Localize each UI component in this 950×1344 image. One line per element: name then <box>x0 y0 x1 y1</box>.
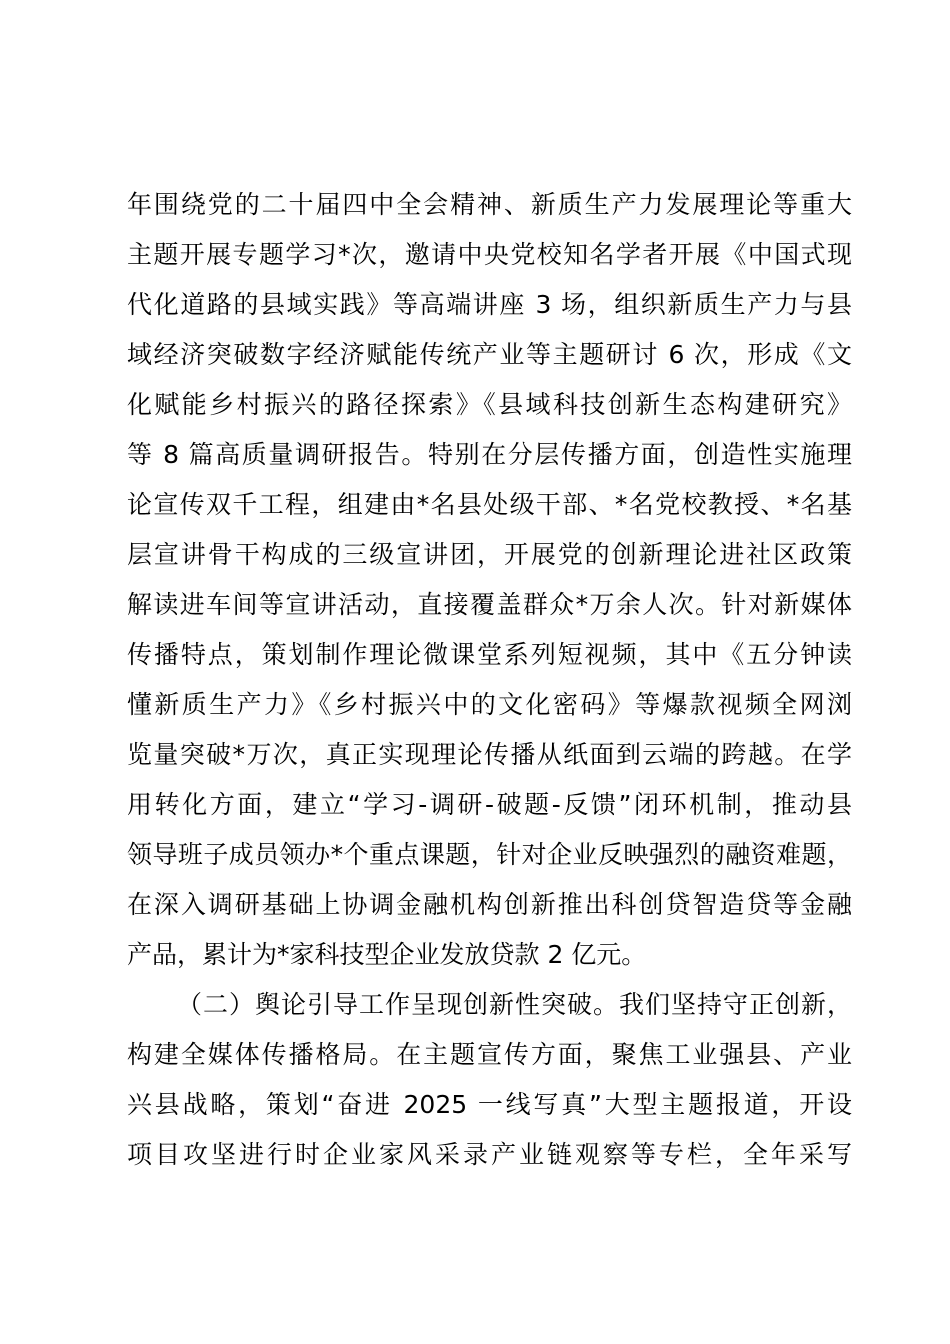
paragraph-line: 兴县战略，策划“奋进 2025 一线写真”大型主题报道，开设 <box>127 1090 852 1119</box>
paragraph-line: 览量突破*万次，真正实现理论传播从纸面到云端的跨越。在学 <box>127 740 852 769</box>
paragraph-line: 层宣讲骨干构成的三级宣讲团，开展党的创新理论进社区政策 <box>127 540 852 569</box>
paragraph-line: 解读进车间等宣讲活动，直接覆盖群众*万余人次。针对新媒体 <box>127 590 852 619</box>
paragraph-line: 用转化方面，建立“学习-调研-破题-反馈”闭环机制，推动县 <box>127 790 852 819</box>
paragraph-line: 产品，累计为*家科技型企业发放贷款 2 亿元。 <box>127 940 647 969</box>
paragraph-line: 论宣传双千工程，组建由*名县处级干部、*名党校教授、*名基 <box>127 490 852 519</box>
paragraph-line: 等 8 篇高质量调研报告。特别在分层传播方面，创造性实施理 <box>127 440 852 469</box>
paragraph-line: 懂新质生产力》《乡村振兴中的文化密码》等爆款视频全网浏 <box>127 690 852 719</box>
paragraph-line: 化赋能乡村振兴的路径探索》《县域科技创新生态构建研究》 <box>127 390 852 419</box>
paragraph-line: 领导班子成员领办*个重点课题，针对企业反映强烈的融资难题， <box>127 840 852 869</box>
paragraph-line: 传播特点，策划制作理论微课堂系列短视频，其中《五分钟读 <box>127 640 852 669</box>
paragraph-line: 域经济突破数字经济赋能传统产业等主题研讨 6 次，形成《文 <box>127 340 852 369</box>
paragraph-line: 构建全媒体传播格局。在主题宣传方面，聚焦工业强县、产业 <box>127 1040 852 1069</box>
paragraph-line: 在深入调研基础上协调金融机构创新推出科创贷智造贷等金融 <box>127 890 852 919</box>
paragraph-line: 年围绕党的二十届四中全会精神、新质生产力发展理论等重大 <box>127 190 852 219</box>
paragraph-line: 项目攻坚进行时企业家风采录产业链观察等专栏，全年采写 <box>127 1140 852 1169</box>
document-body <box>127 180 852 1180</box>
section-heading-line: （二）舆论引导工作呈现创新性突破。我们坚持守正创新， <box>177 990 852 1019</box>
paragraph-line: 主题开展专题学习*次，邀请中央党校知名学者开展《中国式现 <box>127 240 852 269</box>
paragraph-line: 代化道路的县域实践》等高端讲座 3 场，组织新质生产力与县 <box>127 290 852 319</box>
